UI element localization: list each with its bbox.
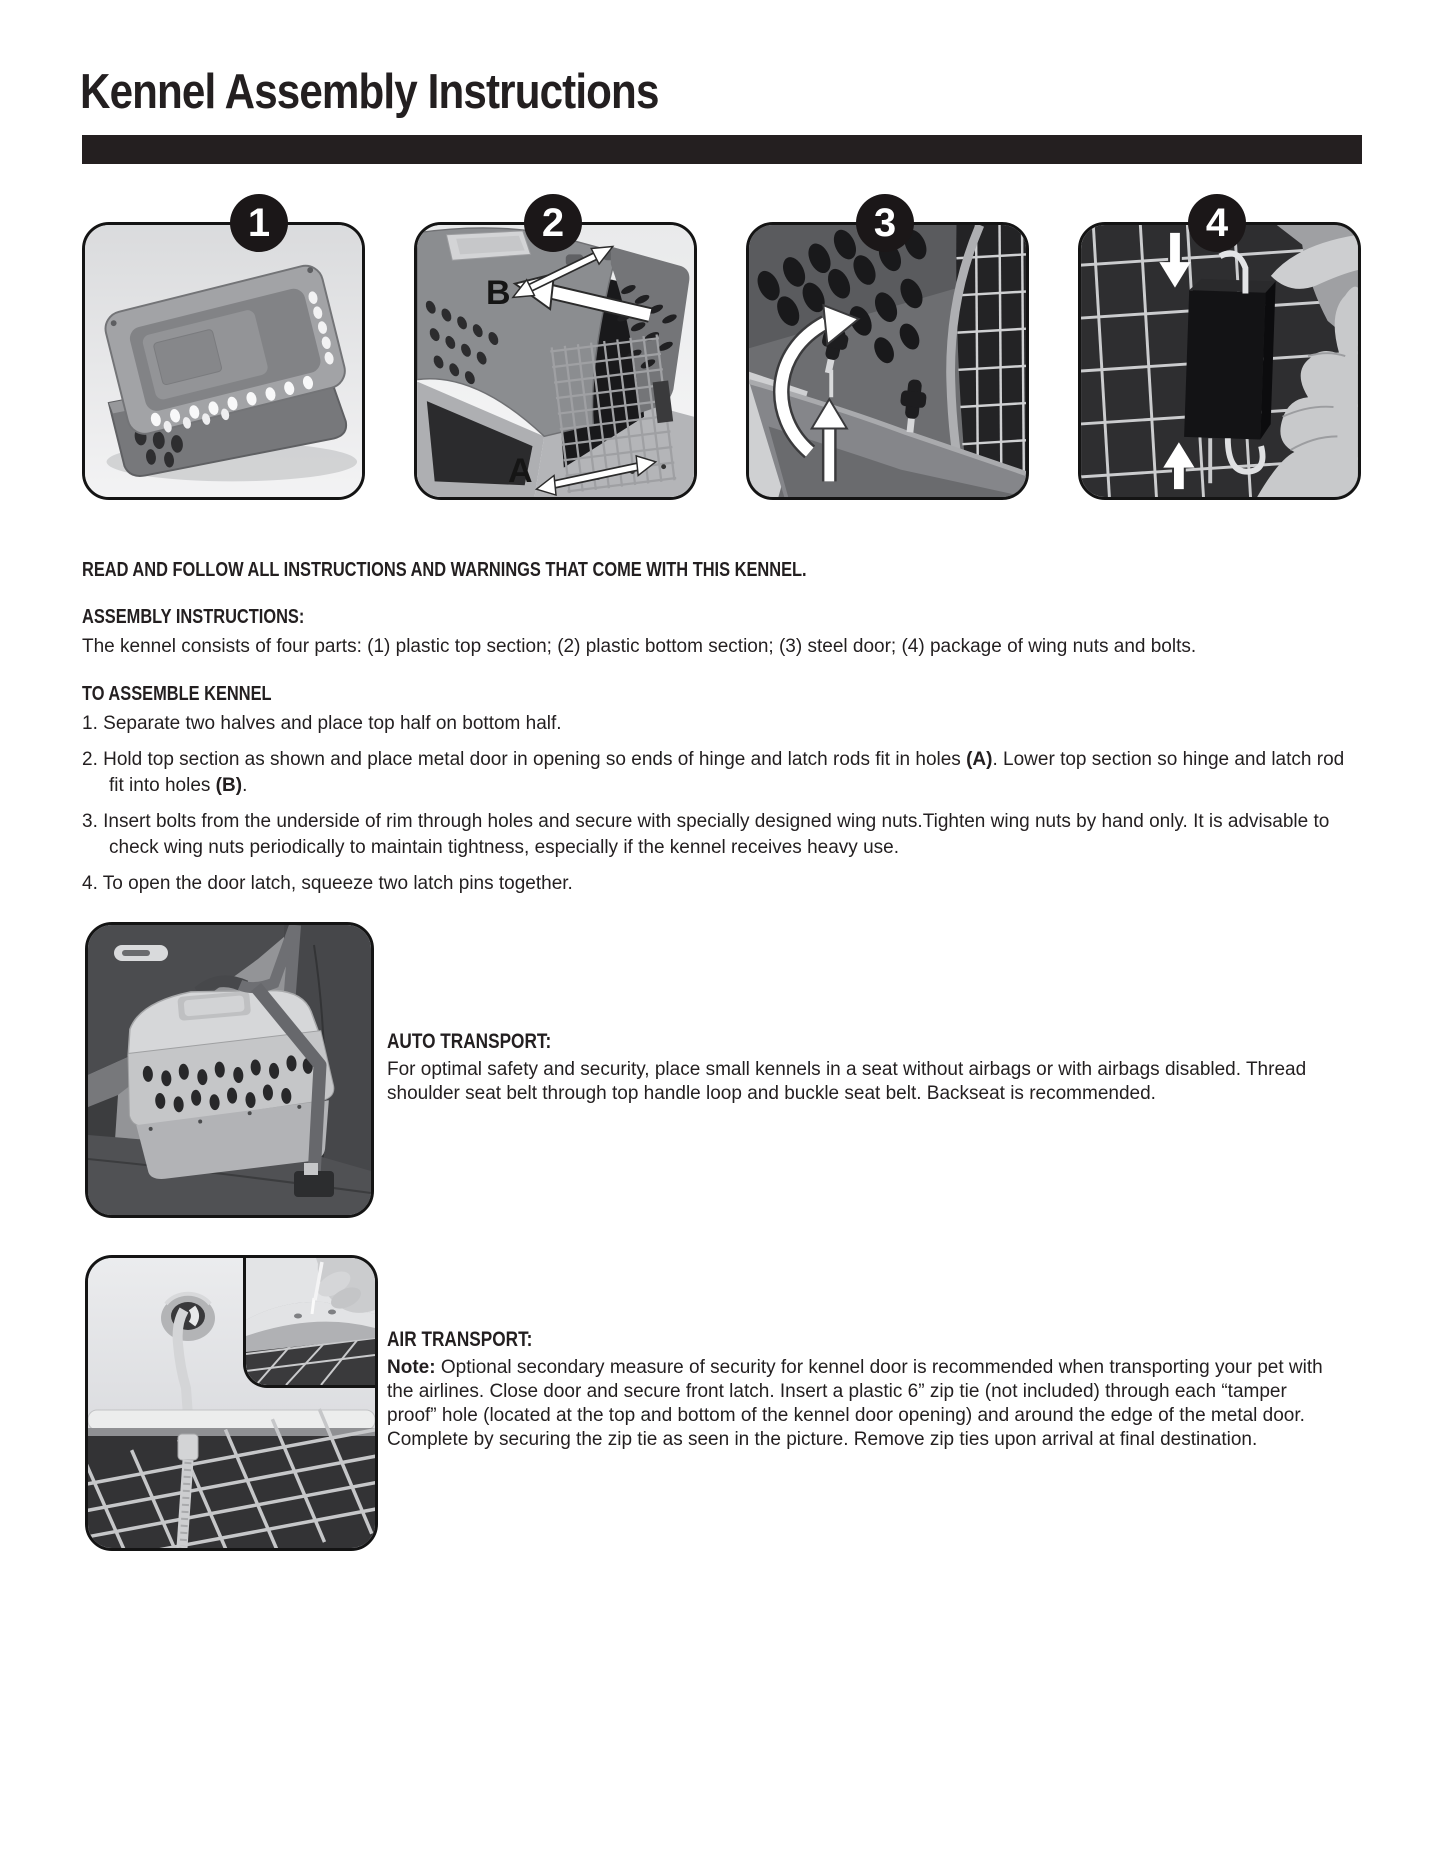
door-latch-illustration [1081,225,1358,497]
latch-block [1184,278,1276,439]
assembly-step-figures [82,200,1361,500]
assembly-step-2: 2. Hold top section as shown and place metal door in opening so ends of hinge and latch rods fit in holes (A). Lower top section so hinge and latch rod fit into holes (B). [82,749,1345,796]
hole-label-a: A [508,452,533,490]
wing-nut-illustration [749,225,1026,497]
kennel-halves-illustration [85,225,362,497]
step-number-badge: 4 [1188,194,1246,252]
assembly-steps-list [82,711,1362,907]
assembly-step-3: 3. Insert bolts from the underside of rim through holes and secure with specially designed wing nuts.Tighten wing nuts by hand only. It is advisable to check wing nuts periodically to maintain tightness, especially if the kennel receives heavy use. [82,811,1330,858]
title-divider-bar [82,135,1362,164]
air-transport-body: Note: Optional secondary measure of security for kennel door is recommended when transporting your pet with the airlines. Close door and secure front latch. Insert a plastic 6” zip tie (not included) through each “tamper proof” hole (located at the top and bottom of the kennel door opening) and around the edge of the metal door. Complete by securing the zip tie as seen in the picture. Remove zip ties upon arrival at final destination. [387,1357,1323,1450]
figure-step-3 [746,200,1029,500]
zip-tie-head [178,1434,198,1460]
auto-transport-body: For optimal safety and security, place small kennels in a seat without airbags or with airbags disabled. Thread shoulder seat belt through top handle loop and buckle seat belt. Backseat is recommended. [387,1059,1307,1104]
figure-step-4-photo [1078,222,1361,500]
step-number-badge: 3 [856,194,914,252]
hand-inserting-zip-tie-illustration [246,1258,375,1385]
hole-label-b: B [486,274,511,312]
assembly-step-1: 1. Separate two halves and place top half on bottom half. [82,713,562,734]
assembly-instructions-body: The kennel consists of four parts: (1) plastic top section; (2) plastic bottom section; (3) steel door; (4) package of wing nuts and bolts. [82,636,1197,657]
kennel-in-car-illustration [88,925,371,1215]
air-transport-heading: AIR TRANSPORT: [387,1328,533,1351]
figure-step-3-photo [746,222,1029,500]
figure-step-1 [82,200,365,500]
to-assemble-heading: TO ASSEMBLE KENNEL [82,683,272,705]
figure-step-4 [1078,200,1361,500]
note-label: Note: [387,1357,436,1378]
assembly-instructions-heading: ASSEMBLY INSTRUCTIONS: [82,606,305,628]
figure-step-1-photo [82,222,365,500]
figure-step-2 [414,200,697,500]
figure-step-2-photo [414,222,697,500]
air-transport-inset-photo [243,1255,378,1388]
warning-line: READ AND FOLLOW ALL INSTRUCTIONS AND WARNINGS THAT COME WITH THIS KENNEL. [82,559,807,581]
auto-transport-heading: AUTO TRANSPORT: [387,1030,552,1053]
step-number-badge: 2 [524,194,582,252]
zip-tie [312,1298,314,1314]
air-transport-photo [85,1255,378,1551]
step-number-badge: 1 [230,194,288,252]
auto-transport-photo [85,922,374,1218]
door-placement-illustration [417,225,694,497]
page-title: Kennel Assembly Instructions [80,65,659,119]
assembly-step-4: 4. To open the door latch, squeeze two latch pins together. [82,873,573,894]
